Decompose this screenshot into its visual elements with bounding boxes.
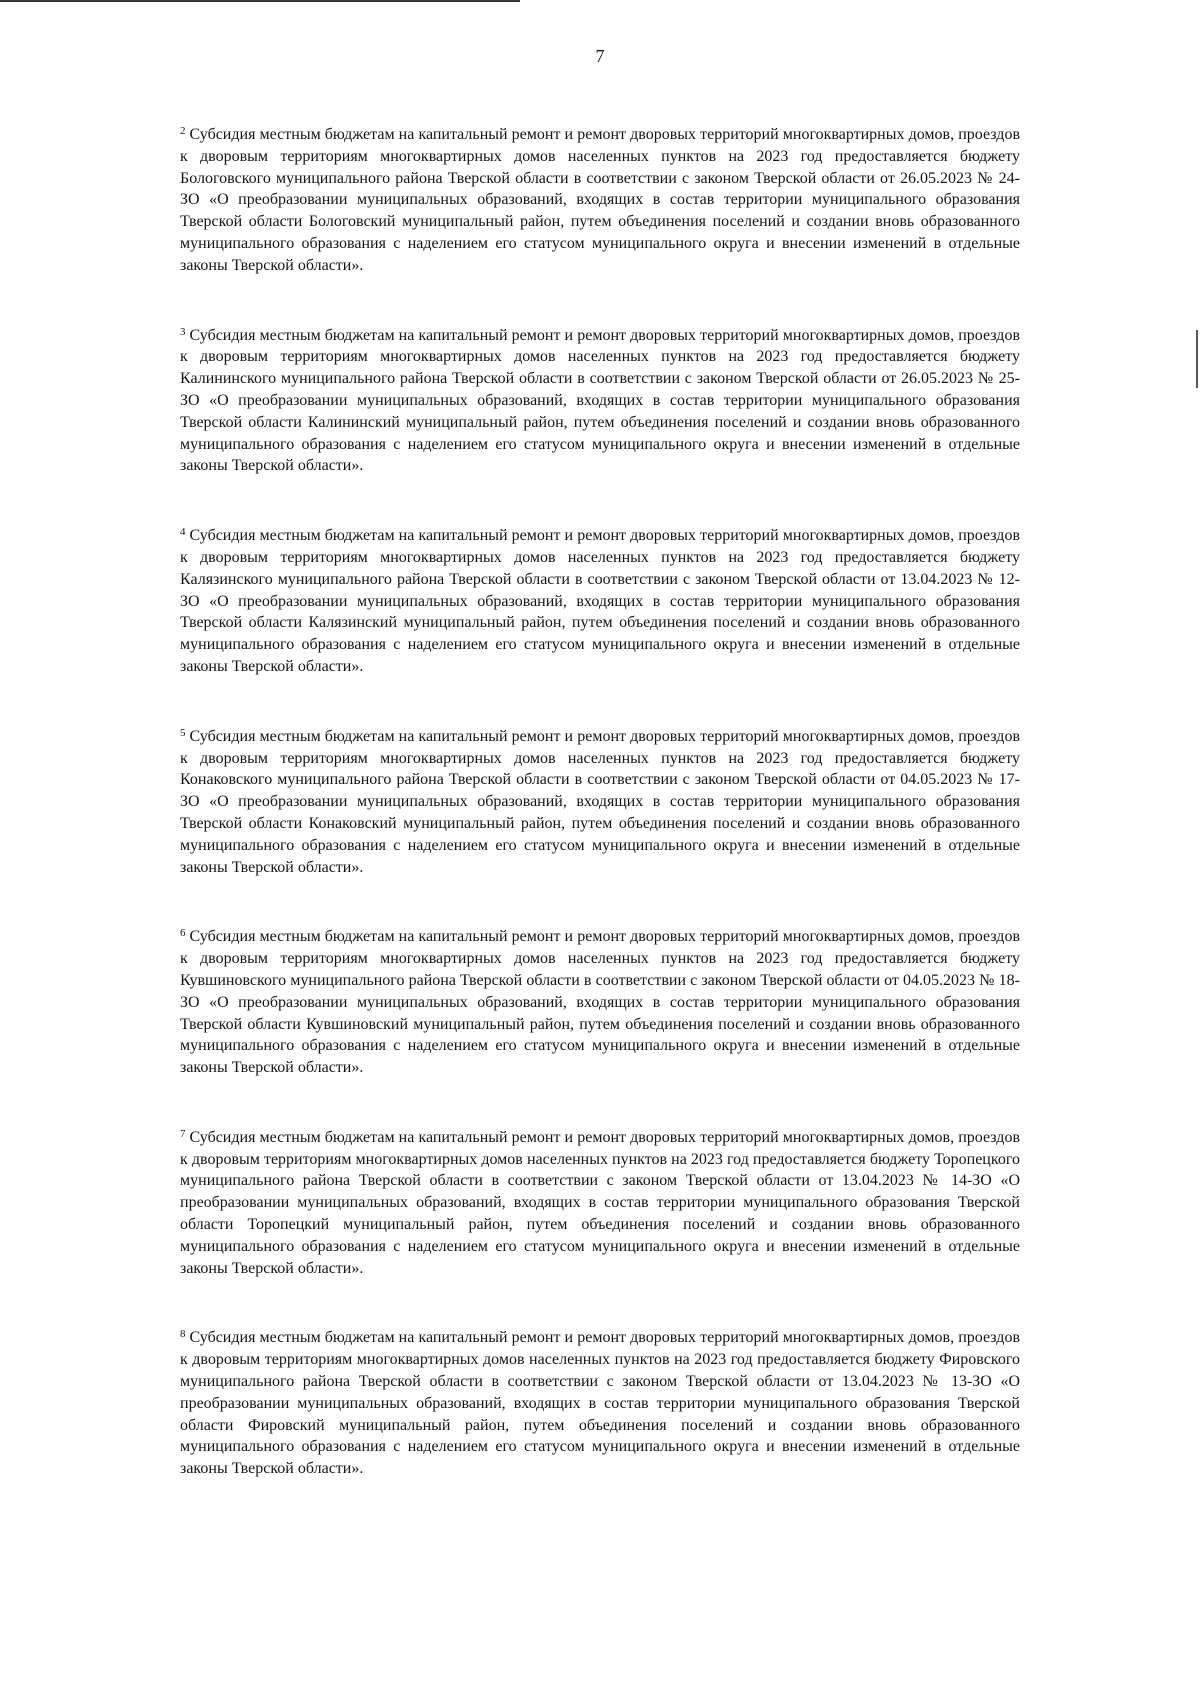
footnote (180, 124, 1020, 277)
footnote (180, 525, 1020, 678)
footnotes-list (180, 124, 1020, 1528)
footnote (180, 726, 1020, 879)
footnote-text: Субсидия местным бюджетам на капитальный ремонт и ремонт дворовых территорий многоквартирных домов, проездов к дворовым территориям многоквартирных домов населенных пунктов на 2023 год предоставляется бюджету Фировского муниципального района Тверской области в соответствии с законом Тверской области от 13.04.2023 № 13-ЗО «О преобразовании муниципальных образований, входящих в состав территории муниципального образования Тверской области Фировский муниципальный район, путем объединения поселений и создании вновь образованного муниципального образования с наделением его статусом муниципального округа и внесении изменений в отдельные законы Тверской области». (180, 1329, 1020, 1478)
footnote-marker: 4 (180, 526, 186, 539)
footnote-text: Субсидия местным бюджетам на капитальный ремонт и ремонт дворовых территорий многоквартирных домов, проездов к дворовым территориям многоквартирных домов населенных пунктов на 2023 год предоставляется бюджету Конаковского муниципального района Тверской области в соответствии с законом Тверской области от 04.05.2023 № 17-ЗО «О преобразовании муниципальных образований, входящих в состав территории муниципального образования Тверской области Конаковский муниципальный район, путем объединения поселений и создании вновь образованного муниципального образования с наделением его статусом муниципального округа и внесении изменений в отдельные законы Тверской области». (180, 727, 1020, 876)
footnote-text: Субсидия местным бюджетам на капитальный ремонт и ремонт дворовых территорий многоквартирных домов, проездов к дворовым территориям многоквартирных домов населенных пунктов на 2023 год предоставляется бюджету Калининского муниципального района Тверской области в соответствии с законом Тверской области от 26.05.2023 № 25-ЗО «О преобразовании муниципальных образований, входящих в состав территории муниципального образования Тверской области Калининский муниципальный район, путем объединения поселений и создании вновь образованного муниципального образования с наделением его статусом муниципального округа и внесении изменений в отдельные законы Тверской области». (180, 326, 1020, 475)
footnote (180, 325, 1020, 478)
footnote-text: Субсидия местным бюджетам на капитальный ремонт и ремонт дворовых территорий многоквартирных домов, проездов к дворовым территориям многоквартирных домов населенных пунктов на 2023 год предоставляется бюджету Торопецкого муниципального района Тверской области в соответствии с законом Тверской области от 13.04.2023 № 14-ЗО «О преобразовании муниципальных образований, входящих в состав территории муниципального образования Тверской области Торопецкий муниципальный район, путем объединения поселений и создании вновь образованного муниципального образования с наделением его статусом муниципального округа и внесении изменений в отдельные законы Тверской области». (180, 1128, 1020, 1277)
page-number: 7 (595, 46, 605, 66)
scan-edge-mark (1196, 330, 1198, 388)
footnote-marker: 2 (180, 125, 186, 137)
footnote-marker: 6 (180, 927, 186, 940)
footnote-marker: 3 (180, 325, 186, 338)
footnote (180, 926, 1020, 1079)
footnote-marker: 8 (180, 1328, 186, 1341)
footnote-marker: 5 (180, 726, 186, 739)
footnote-text: Субсидия местным бюджетам на капитальный ремонт и ремонт дворовых территорий многоквартирных домов, проездов к дворовым территориям многоквартирных домов населенных пунктов на 2023 год предоставляется бюджету Кувшиновского муниципального района Тверской области в соответствии с законом Тверской области от 04.05.2023 № 18-ЗО «О преобразовании муниципальных образований, входящих в состав территории муниципального образования Тверской области Кувшиновский муниципальный район, путем объединения поселений и создании вновь образованного муниципального образования с наделением его статусом муниципального округа и внесении изменений в отдельные законы Тверской области». (180, 928, 1020, 1077)
scan-edge-line (0, 0, 520, 2)
footnote-marker: 7 (180, 1127, 186, 1140)
footnote-text: Субсидия местным бюджетам на капитальный ремонт и ремонт дворовых территорий многоквартирных домов, проездов к дворовым территориям многоквартирных домов населенных пунктов на 2023 год предоставляется бюджету Калязинского муниципального района Тверской области в соответствии с законом Тверской области от 13.04.2023 № 12-ЗО «О преобразовании муниципальных образований, входящих в состав территории муниципального образования Тверской области Калязинский муниципальный район, путем объединения поселений и создании вновь образованного муниципального образования с наделением его статусом муниципального округа и внесении изменений в отдельные законы Тверской области». (180, 527, 1020, 675)
footnote (180, 1327, 1020, 1480)
footnote-text: Субсидия местным бюджетам на капитальный ремонт и ремонт дворовых территорий многоквартирных домов, проездов к дворовым территориям многоквартирных домов населенных пунктов на 2023 год предоставляется бюджету Бологовского муниципального района Тверской области в соответствии с законом Тверской области от 26.05.2023 № 24-ЗО «О преобразовании муниципальных образований, входящих в состав территории муниципального образования Тверской области Бологовский муниципальный район, путем объединения поселений и создании вновь образованного муниципального образования с наделением его статусом муниципального округа и внесении изменений в отдельные законы Тверской области». (180, 126, 1020, 274)
footnote (180, 1127, 1020, 1280)
